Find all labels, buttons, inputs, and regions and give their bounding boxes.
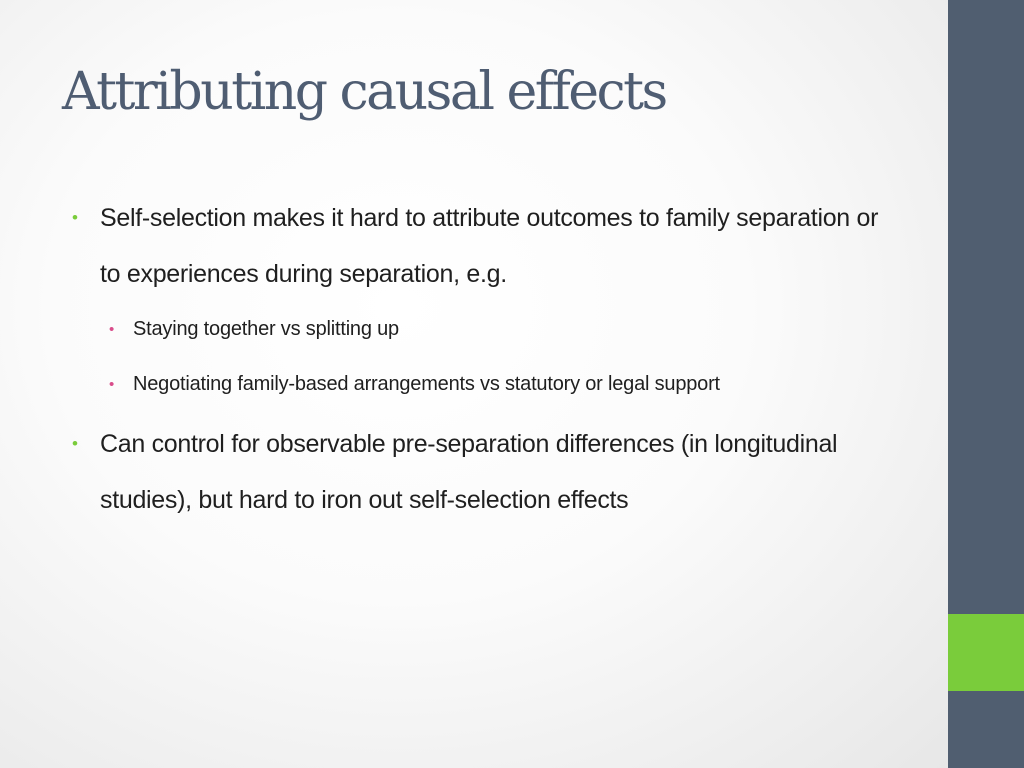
sub-bullet-dot-icon: • [109,321,115,338]
bullet-dot-icon: • [72,434,78,453]
accent-block [948,614,1024,691]
bullet-dot-icon: • [72,208,78,227]
bullet-text: Can control for observable pre-separation differences (in longitudinal studies), but hard to iron out self-selection effects [100,430,838,514]
bullet-item [72,190,902,302]
bullet-list [72,190,902,528]
sub-bullet-text: Staying together vs splitting up [133,318,399,340]
bullet-text: Self-selection makes it hard to attribute outcomes to family separation or to experiences during separation, e.g. [100,204,879,288]
sub-bullet-item [105,304,902,355]
sub-bullet-item [105,359,902,410]
sub-bullet-text: Negotiating family-based arrangements vs statutory or legal support [133,373,720,395]
sub-bullet-dot-icon: • [109,376,115,393]
slide-title: Attributing causal effects [62,62,666,122]
bullet-item [72,416,902,528]
